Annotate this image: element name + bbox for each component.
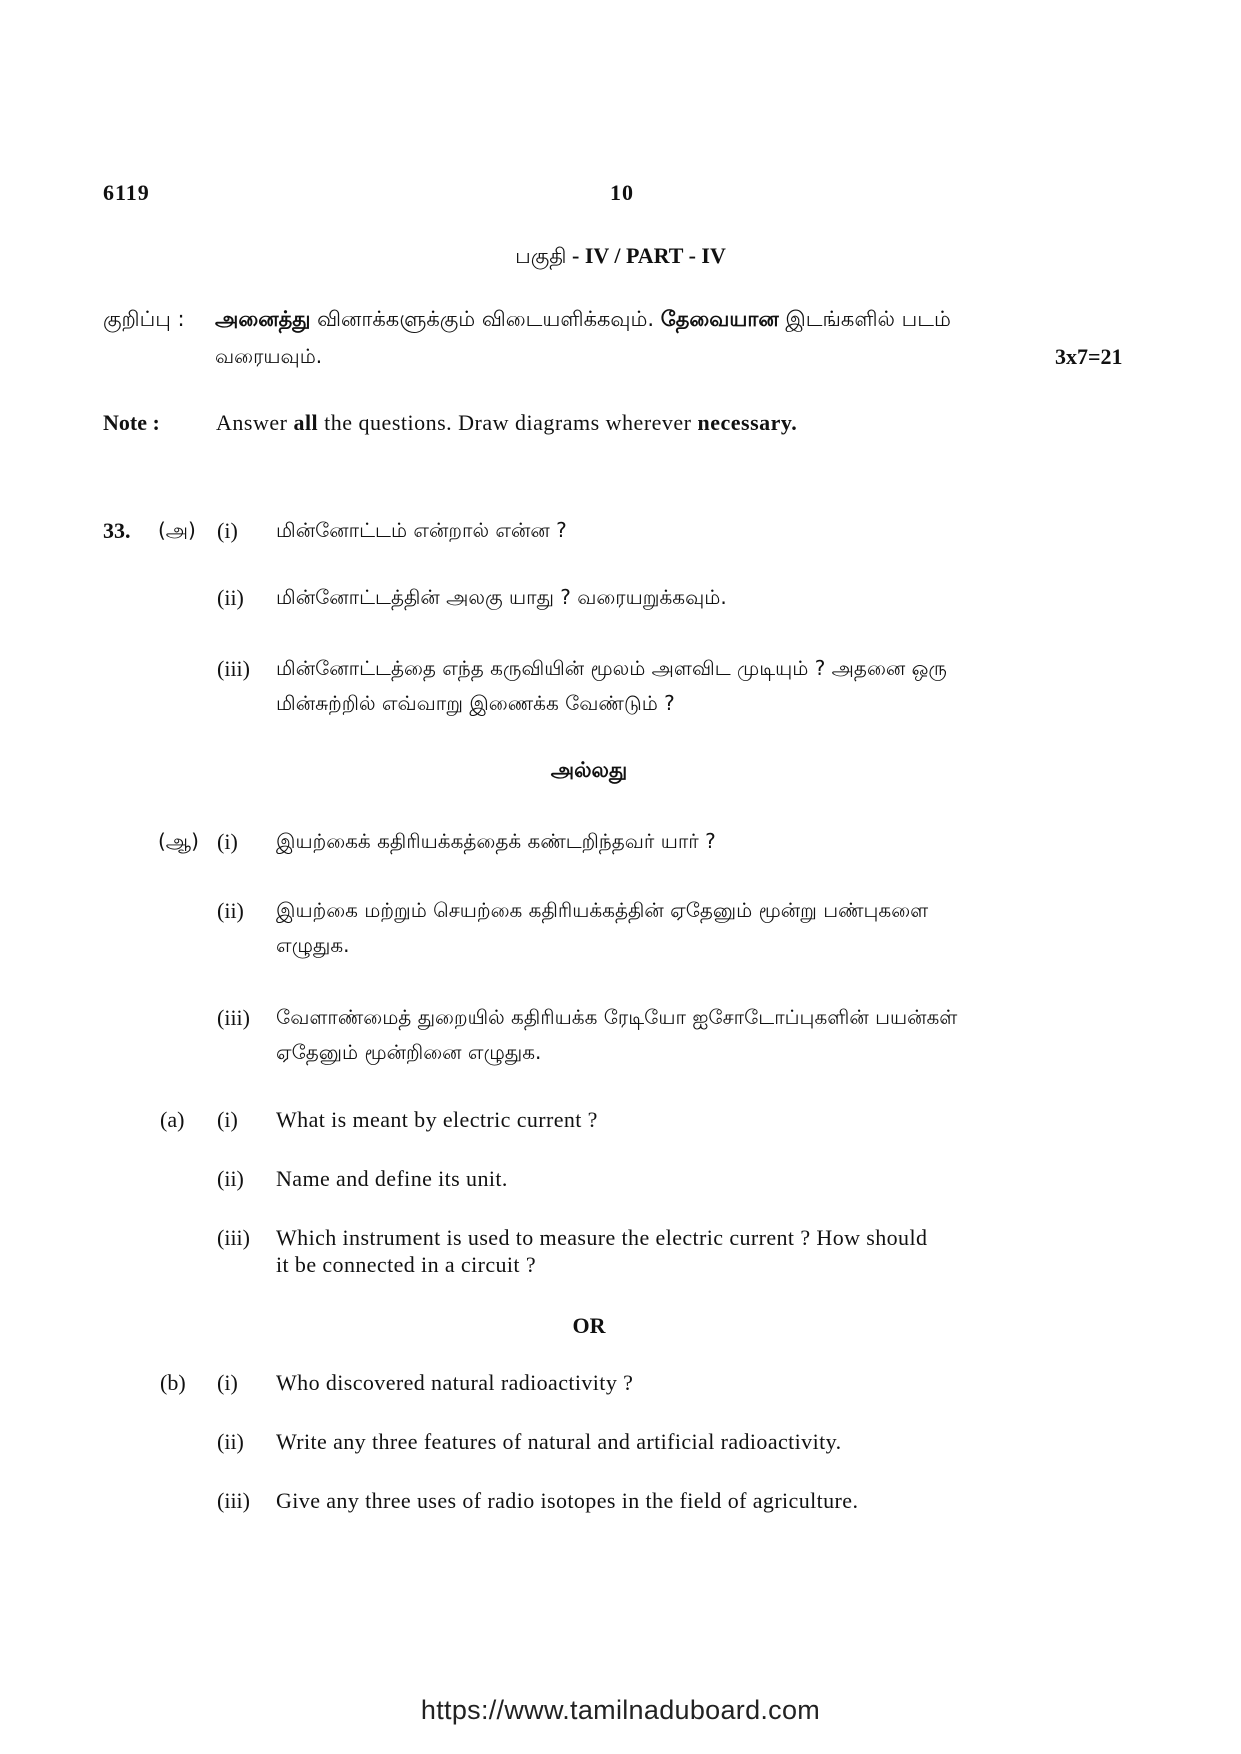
sub-question-label: (i): [217, 518, 238, 543]
sub-question-label: (iii): [217, 1225, 250, 1250]
sub-question-text-line2: it be connected in a circuit ?: [276, 1252, 536, 1277]
sub-question-label: (ii): [217, 898, 244, 923]
note-text-english-2: the questions. Draw diagrams wherever: [318, 410, 698, 435]
marks-allocation: 3x7=21: [1055, 344, 1123, 369]
sub-question-text: வேளாண்மைத் துறையில் கதிரியக்க ரேடியோ ஐசோடோப்புகளின் பயன்கள்: [276, 1005, 958, 1029]
sub-question-text: மின்னோட்டத்தின் அலகு யாது ? வரையறுக்கவும்.: [276, 585, 727, 609]
note-text-english-1: Answer: [216, 410, 294, 435]
question-part-label-tamil-a: (அ): [158, 518, 196, 542]
or-separator-english: OR: [572, 1313, 606, 1338]
part-title: [0, 243, 1241, 271]
sub-question-text: Who discovered natural radioactivity ?: [276, 1370, 634, 1395]
sub-question-text: Write any three features of natural and artificial radioactivity.: [276, 1429, 842, 1454]
question-part-label-tamil-b: (ஆ): [158, 829, 199, 853]
note-necessary-word-tamil: தேவையான: [660, 307, 779, 331]
sub-question-text: மின்னோட்டத்தை எந்த கருவியின் மூலம் அளவிட முடியும் ? அதனை ஒரு: [276, 656, 947, 680]
part-title-tamil: பகுதி: [515, 244, 567, 268]
note-text-tamil-line2: வரையவும்.: [215, 344, 323, 368]
note-mid-text-tamil: வினாக்களுக்கும் விடையளிக்கவும்.: [310, 307, 661, 331]
note-label-english: Note :: [103, 410, 160, 435]
sub-question-label: (ii): [217, 1166, 244, 1191]
sub-question-text-line2: மின்சுற்றில் எவ்வாறு இணைக்க வேண்டும் ?: [276, 691, 675, 715]
sub-question-text: Give any three uses of radio isotopes in the field of agriculture.: [276, 1488, 859, 1513]
note-all-word-english: all: [293, 410, 319, 435]
sub-question-label: (ii): [217, 585, 244, 610]
sub-question-text: இயற்கைக் கதிரியக்கத்தைக் கண்டறிந்தவர் யார் ?: [276, 829, 716, 853]
sub-question-label: (iii): [217, 1488, 250, 1513]
or-separator-tamil: அல்லது: [550, 758, 628, 782]
question-part-label-english-a: (a): [160, 1107, 185, 1132]
sub-question-text: What is meant by electric current ?: [276, 1107, 598, 1132]
sub-question-label: (ii): [217, 1429, 244, 1454]
sub-question-text: இயற்கை மற்றும் செயற்கை கதிரியக்கத்தின் ஏதேனும் மூன்று பண்புகளை: [276, 898, 929, 922]
source-url[interactable]: https://www.tamilnaduboard.com: [420, 1695, 821, 1725]
note-all-word-tamil: அனைத்து: [215, 307, 311, 331]
question-part-label-english-b: (b): [160, 1370, 186, 1395]
part-title-separator: -: [566, 243, 585, 268]
sub-question-label: (iii): [217, 656, 250, 681]
question-number: 33.: [103, 518, 131, 543]
note-necessary-word-english: necessary.: [697, 410, 798, 435]
sub-question-text-line2: எழுதுக.: [276, 933, 350, 957]
note-end-text-tamil: இடங்களில் படம்: [778, 307, 951, 331]
page-number: 10: [610, 180, 634, 205]
sub-question-text: Which instrument is used to measure the electric current ? How should: [276, 1225, 928, 1250]
sub-question-label: (i): [217, 1370, 238, 1395]
sub-question-text-line2: ஏதேனும் மூன்றினை எழுதுக.: [276, 1040, 542, 1064]
sub-question-label: (i): [217, 829, 238, 854]
sub-question-label: (i): [217, 1107, 238, 1132]
sub-question-label: (iii): [217, 1005, 250, 1030]
paper-code: 6119: [103, 180, 150, 205]
note-text-tamil: [215, 307, 951, 334]
note-text-english: [216, 410, 797, 436]
sub-question-text: Name and define its unit.: [276, 1166, 508, 1191]
part-title-roman: IV / PART - IV: [584, 243, 726, 268]
note-label-tamil: குறிப்பு :: [103, 307, 185, 331]
sub-question-text: மின்னோட்டம் என்றால் என்ன ?: [276, 518, 567, 542]
